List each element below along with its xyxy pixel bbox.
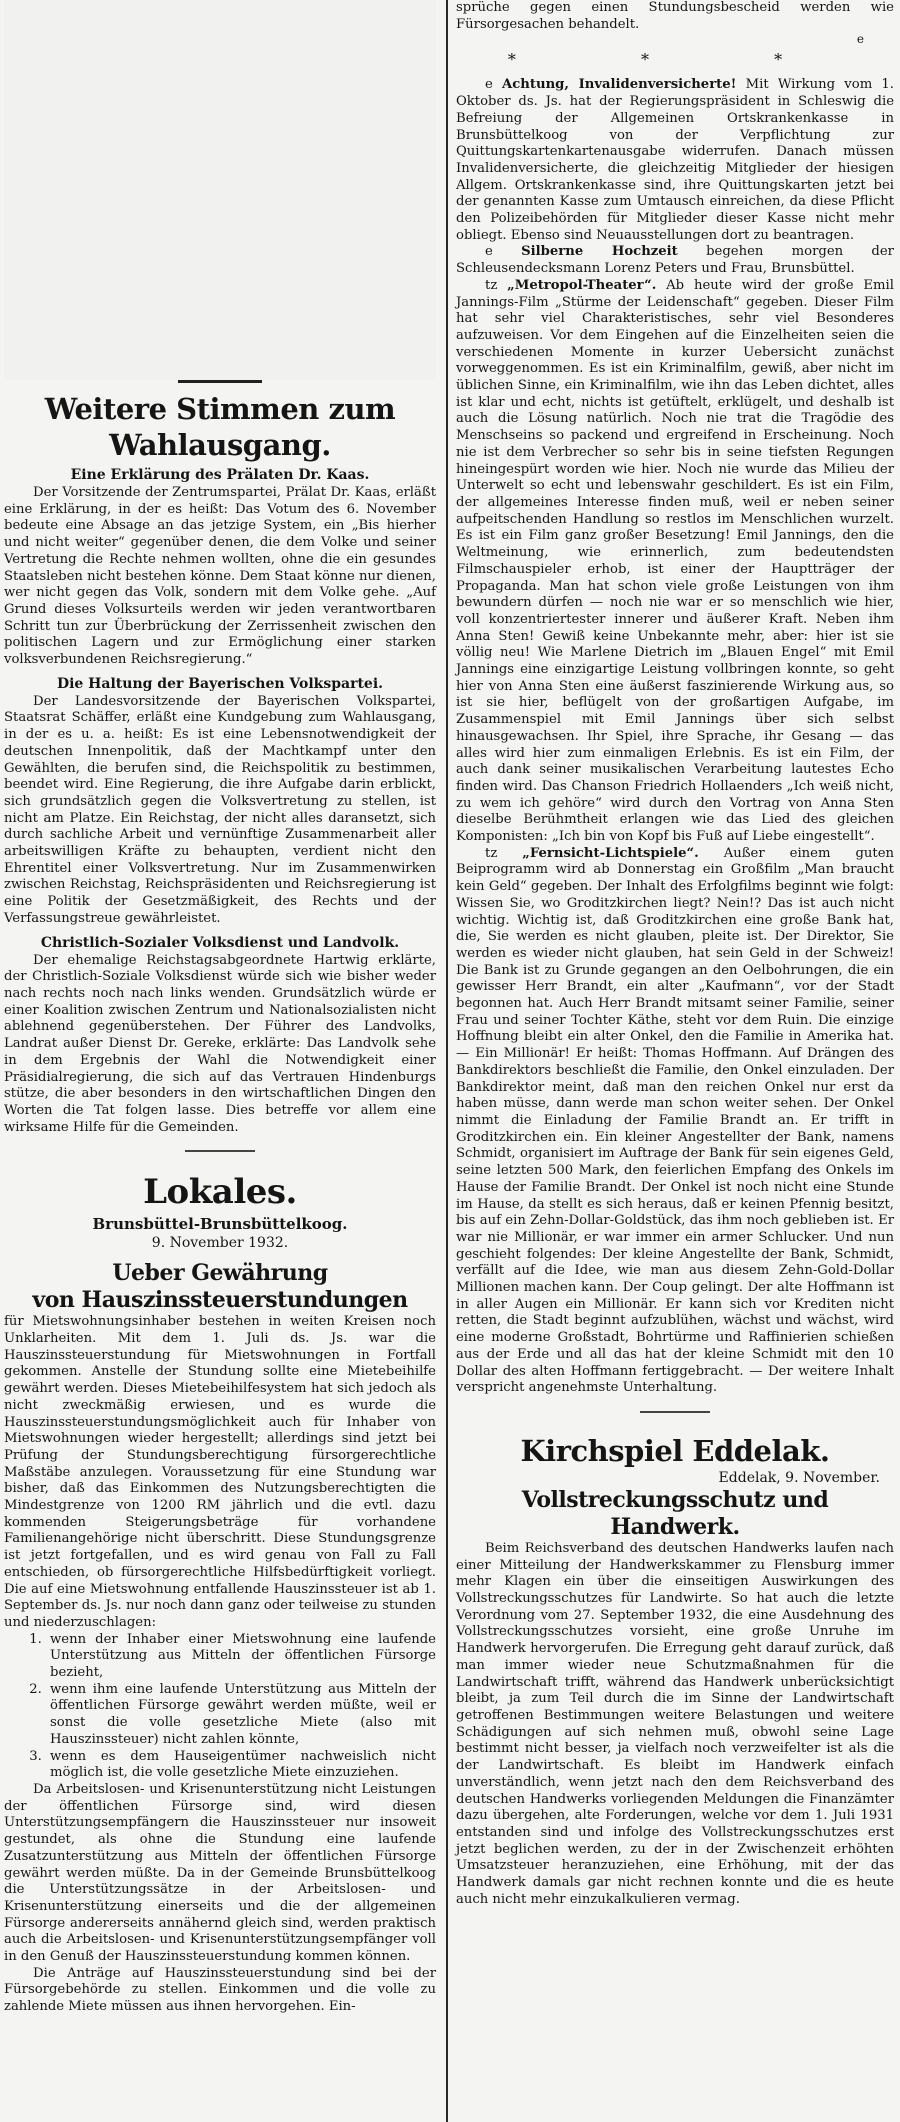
subhead-kaas: Eine Erklärung des Prälaten Dr. Kaas. (70, 467, 370, 483)
headline-wahlausgang: Weitere Stimmen zum Wahlausgang. (44, 392, 396, 462)
left-column (4, 0, 436, 2016)
item-prefix: e (485, 77, 493, 93)
paragraph-hauszins-3: Die Anträge auf Hauszinssteuerstundung sind bei der Fürsorgebehörde zu stellen. Einkommen und die volle zu zahlende Miete müssen aus ihnen hervorgehen. Ein- (4, 1965, 436, 2015)
item-text: Ab heute wird der große Emil Jannings-Film „Stürme der Leidenschaft“ gegeben. Dieser Film hat sehr viel Charakteristisches, sehr viel Besonderes aufzuweisen. Vor dem Eingehen auf die Einzelheiten seien die verschiedenen Momente in kurzer Uebersicht zunächst vorweggenommen. Es ist ein Kriminalfilm, gewiß, aber nicht im üblichen Sinne, ein Kriminalfilm, wie ihn das Leben dichtet, alles ist klar und echt, nichts ist getüftelt, erklügelt, und deshalb ist auch die Lösung natürlich. Noch nie trat die Tragödie des Menschseins so packend und ergreifend in Erscheinung. Noch nie ist dem Verbrecher so sehr bis in seine tiefsten Regungen hineingespürt worden wie hier. Noch nie wurde das Milieu der Unterwelt so echt und lebenswahr geschildert. Es ist ein Film, der allgemeines Interesse finden muß, weil er neben seiner aufpeitschenden Handlung so restlos im Menschlichen wurzelt. Es ist ein Film ganz großer Besetzung! Emil Jannings, den die Weltmeinung, wie erinnerlich, zum bedeutendsten Filmschauspieler erhob, ist einer der Hauptträger der Propaganda. Man hat schon viele große Leistungen von ihm bewundern dürfen — noch nie war er so menschlich wie hier, voll konzentriertester innerer und äußerer Kraft. Neben ihm Anna Sten! Gewiß keine Unbekannte mehr, aber: hier ist sie völlig neu! Wie Marlene Dietrich im „Blauen Engel“ mit Emil Jannings eine einzigartige Leistung vollbringen konnte, so geht hier von Anna Sten eine äußerst faszinierende Wirkung aus, so ist sie hier, beflügelt von der großartigen Aufgabe, im Zusammenspiel mit Emil Jannings über sich selbst hinausgewachsen. Ihr Spiel, ihre Sprache, ihr Gesang — das alles wird hier zum einmaligen Erlebnis. Es ist ein Film, der auch dank seiner musikalischen Verarbeitung lautestes Echo finden wird. Das Chanson Friedrich Hollaenders „Ich weiß nicht, zu wem ich gehöre“ wird durch den Vortrag von Anna Sten dieselbe Berühmtheit erlangen wie das Lied des gleichen Komponisten: „Ich bin von Kopf bis Fuß auf Liebe eingestellt“. (456, 277, 894, 845)
item-title: „Metropol-Theater“. (507, 277, 657, 293)
item-text: Mit Wirkung vom 1. Oktober ds. Js. hat der Regierungspräsident in Schleswig die Befreiung der Allgemeinen Ortskrankenkasse in Brunsbüttelkoog von der Verpflichtung zur Quittungskartenkartenausgabe widerrufen. Danach müssen Invalidenversicherte, die gleichzeitig Mitglieder der hiesigen Allgem. Ortskrankenkasse sind, ihre Quittungskarten jetzt bei der genannten Kasse zum Umtausch einreichen, da diese Pflicht den Polizeibehörden für Mitglieder dieser Kasse nicht mehr obliegt. Ebenso sind Neuausstellungen dort zu beantragen. (456, 77, 894, 243)
news-item-hochzeit (456, 244, 894, 277)
paragraph-hauszins-1: für Mietswohnungsinhaber bestehen in weiten Kreisen noch Unklarheiten. Mit dem 1. Juli ds. Js. war die Hauszinssteuerstundung für Mietswohnungen in Fortfall gekommen. Anstelle der Stundung sollte eine Mietebeihilfe gewährt werden. Dieses Mietebeihilfesystem hat sich jedoch als nicht zweckmäßig erwiesen, und es wurde die Hauszinssteuerstundungsmöglichkeit auch für Inhaber von Mietswohnungen wieder hergestellt; allerdings sind jetzt bei Prüfung der Stundungsberechtigung fürsorgerechtliche Maßstäbe anzulegen. Voraussetzung für eine Stundung war bisher, daß das Einkommen des Nutzungsberechtigten die Mindestgrenze von 1200 RM jährlich und die evtl. dazu kommenden Steigerungsbeträge für vorhandene Familienangehörige nicht überschritt. Diese Stundungsgrenze ist jetzt fortgefallen, und es wird genau von Fall zu Fall entschieden, ob fürsorgerechtliche Hilfsbedürftigkeit vorliegt. Die auf eine Mietswohnung entfallende Hauszinssteuer ist ab 1. September ds. Js. nur noch dann ganz oder teilweise zu stunden und niederzuschlagen: (4, 1314, 436, 1630)
subhead-bvp: Die Haltung der Bayerischen Volkspartei. (56, 675, 384, 692)
continuation-mark: e (856, 32, 864, 47)
paragraph-vollstreckung: Beim Reichsverband des deutschen Handwerks laufen nach einer Mitteilung der Handwerkskammer zu Flensburg immer mehr Klagen ein über die einseitigen Auswirkungen des Vollstreckungsschutzes für Landwirte. So hat auch die letzte Verordnung vom 27. September 1932, die eine Ausdehnung des Vollstreckungsschutzes vorsieht, eine große Unruhe im Handwerk hervorgerufen. Die Erregung geht darauf zurück, daß man immer wieder neue Schutzmaßnahmen für die Landwirtschaft trifft, während das Handwerk unberücksichtigt bleibt, ja zum Teil durch die im Sinne der Landwirtschaft getroffenen Bestimmungen weitere Belastungen und weitere Schädigungen auf sich nehmen muß, obwohl seine Lage bestimmt nicht besser, ja vielfach noch verzweifelter ist als die der Landwirtschaft. Es bleibt im Handwerk einfach unverständlich, wenn jetzt nach den dem Reichsverband des deutschen Handwerks vorliegenden Meldungen die Finanzämter dazu übergehen, alte Forderungen, welche vor dem 1. Juli 1931 entstanden sind und infolge des Vollstreckungsschutzes erst jetzt beglichen werden, zu der in der Zwischenzeit erhöhten Umsatzsteuer heranzuziehen, eine Erhöhung, mit der das Handwerk damals gar nicht rechnen konnte und die es heute auch nicht mehr einzukalkulieren vermag. (456, 1540, 894, 1907)
paragraph-kaas: Der Vorsitzende der Zentrumspartei, Prälat Dr. Kaas, erläßt eine Erklärung, in der es heißt: Das Votum des 6. November bedeute eine Absage an das jetzige System, ein „Bis hierher und nicht weiter“ gegenüber denen, die dem Volke und seiner Vertretung die Rechte nehmen wollten, ohne die ein gesundes Staatsleben nicht bestehen könne. Dem Staat könne nur dienen, wer nicht gegen das Volk, sondern mit dem Volke gehe. „Auf Grund dieses Volksurteils werden wir jeden verantwortbaren Schritt tun zur Überbrückung der Zerrissenheit zwischen den politischen Lagern und zur Ermöglichung einer starken volksverbundenen Reichsregierung.“ (4, 485, 436, 668)
continuation-text (456, 0, 894, 33)
item-text: begehen morgen der Schleusendecksmann Lorenz Peters und Frau, Brunsbüttel. (456, 244, 894, 277)
right-column (456, 0, 894, 1908)
news-item-fernsicht (456, 846, 894, 1397)
article-title-vollstreckung: Vollstreckungsschutz und Handwerk. (521, 1486, 829, 1540)
asterism: * * * (507, 50, 843, 70)
paragraph-bvp: Der Landesvorsitzende der Bayerischen Volkspartei, Staatsrat Schäffer, erläßt eine Kundgebung zum Wahlausgang, in der es u. a. heißt: Es ist eine Lebensnotwendigkeit der deutschen Innenpolitik, daß der Machtkampf unter den Gewählten, die berufen sind, die Reichspolitik zu bestimmen, beendet wird. Eine Regierung, die ihre Aufgabe darin erblickt, sich grundsätzlich gegen die Volksvertretung zu stellen, ist nicht am Platze. Ein Reichstag, der nicht alles daransetzt, sich durch sachliche Arbeit und vernünftige Zusammenarbeit aller arbeitswilligen Kräfte zu behaupten, verdient nicht den Ehrentitel einer Volksvertretung. Nur im Zusammenwirken zwischen Reichstag, Reichspräsidenten und Reichsregierung ist eine Politik der Gesetzmäßigkeit, des Rechts und der Verfassungstreue gewährleistet. (4, 693, 436, 926)
column-rule (446, 0, 448, 2122)
dateline-eddelak: Eddelak, 9. November. (718, 1469, 880, 1486)
item-title: Silberne Hochzeit (521, 244, 678, 260)
headline-lokales: Lokales. (143, 1172, 297, 1213)
item-prefix: tz (485, 277, 498, 293)
item-title: Achtung, Invalidenversicherte! (502, 77, 737, 93)
place-heading: Brunsbüttel-Brunsbüttelkoog. (92, 1215, 348, 1234)
item-prefix: tz (485, 845, 498, 861)
news-item-metropol (456, 278, 894, 846)
item-title: „Fernsicht-Lichtspiele“. (522, 845, 699, 861)
dateline: 9. November 1932. (151, 1235, 289, 1252)
separator (185, 1150, 255, 1152)
paragraph-hauszins-2: Da Arbeitslosen- und Krisenunterstützung nicht Leistungen der öffentlichen Fürsorge sind, wird diesen Unterstützungsempfängern die Hauszinssteuer nur insoweit gestundet, als ohne die Stundung eine laufende Zusatzunterstützung aus Mitteln der öffentlichen Fürsorge gewährt werden müßte. Da in der Gemeinde Brunsbüttelkoog die Unterstützungssätze in der Arbeitslosen- und Krisenunterstützung einerseits und die der allgemeinen Fürsorge andererseits annähernd gleich sind, werden praktisch auch die Arbeitslosen- und Krisenunterstützungsempfänger voll in den Genuß der Hauszinssteuerstundung kommen können. (4, 1782, 436, 1965)
article-title-line-1: Ueber Gewährung (112, 1260, 328, 1287)
separator (640, 1411, 710, 1413)
item-text: Außer einem guten Beiprogramm wird ab Donnerstag ein Großfilm „Man braucht kein Geld“ gegeben. Der Inhalt des Erfolgfilms beginnt wie folgt: Wissen Sie, wo Groditzkirchen liegt? Nein!? Das ist auch nicht wichtig. Wichtig ist, daß Groditzkirchen eine große Bank hat, die, Sie werden es nicht glauben, pleite ist. Der Direktor, Sie werden es wieder nicht glauben, hat sein Geld in der Schweiz! Die Bank ist zu Grunde gegangen an den Oelbohrungen, die ein gewisser Herr Brandt, ein alter „Kaufmann“, vor der Stadt begonnen hat. Auch Herr Brandt mitsamt seiner Familie, seiner Frau und seiner Tochter Käthe, steht vor dem Ruin. Die einzige Hoffnung bleibt ein alter Onkel, den die Familie in Amerika hat. — Ein Millionär! Er heißt: Thomas Hoffmann. Auf Drängen des Bankdirektors beschließt die Familie, den Onkel einzuladen. Der Bankdirektor meint, daß man den reichen Onkel nur erst da haben müsse, dann werde man schon weiter sehen. Der Onkel nimmt die Einladung der Familie Brandt an. Er trifft in Groditzkirchen ein. Ein kleiner Angestellter der Bank, namens Schmidt, organisiert im Auftrage der Bank für sein eigenes Geld, seine letzten 500 Mark, den feierlichen Empfang des Onkels im Hause der Familie Brandt. Der Onkel ist noch nicht eine Stunde im Hause, da stellt es sich heraus, daß er keinen Pfennig besitzt, bis auf ein Zehn-Dollar-Goldstück, das ihm noch geblieben ist. Er war nie Millionär, er war immer ein armer Schlucker. Und nun geschieht folgendes: Der kleine Angestellte der Bank, Schmidt, verfällt auf die Idee, wie man aus diesem Zehn-Gold-Dollar Millionen machen kann. Der Coup gelingt. Der alte Hoffmann ist in aller Augen ein Millionär. Er kann sich vor Krediten nicht retten, die Stadt beginnt aufzublühen, wächst und wächst, wird eine moderne Großstadt, Bohrtürme und Raffinierien schießen aus der Erde und all das hat der kleine Schmidt mit den 10 Dollar des alten Hoffmann fertiggebracht. — Der weitere Inhalt verspricht angenehmste Unterhaltung. (456, 845, 894, 1396)
conditions-list (4, 1632, 436, 1782)
list-item: 3. wenn es dem Hauseigentümer nachweislich nicht möglich ist, die volle gesetzliche Miete einzuziehen. (46, 1749, 436, 1782)
list-item: 1. wenn der Inhaber einer Mietswohnung eine laufende Unterstützung aus Mitteln der öffentlichen Fürsorge bezieht, (46, 1632, 436, 1682)
continuation-body: sprüche gegen einen Stundungsbescheid werden wie Fürsorgesachen behandelt. (456, 0, 894, 32)
list-item: 2. wenn ihm eine laufende Unterstützung aus Mitteln der öffentlichen Fürsorge gewährt werden müßte, weil er sonst die volle gesetzliche Miete (also mit Hauszinssteuer) nicht zahlen könnte, (46, 1682, 436, 1749)
paragraph-volksdienst: Der ehemalige Reichstagsabgeordnete Hartwig erklärte, der Christlich-Soziale Volksdienst würde sich wie bisher weder nach rechts noch nach links wenden. Grundsätzlich würde er einer Koalition zwischen Zentrum und Nationalsozialisten nicht ablehnend gegenüberstehen. Der Führer des Landvolks, Landrat außer Dienst Dr. Gereke, erklärte: Das Landvolk sehe in dem Ergebnis der Wahl die Notwendigkeit einer Präsidialregierung, die sich auf das Vertrauen Hindenburgs stütze, die aber besonders in den wirtschaftlichen Dingen den Worten die Tat folgen lasse. Dies betreffe vor allem eine wirksame Hilfe für die Gemeinden. (4, 952, 436, 1135)
subhead-volksdienst: Christlich-Sozialer Volksdienst und Landvolk. (40, 934, 400, 951)
article-title-line-2: von Hauszinssteuerstundungen (32, 1287, 408, 1314)
separator (178, 380, 262, 383)
blank-area (4, 0, 436, 380)
item-prefix: e (485, 244, 493, 260)
headline-eddelak: Kirchspiel Eddelak. (520, 1433, 830, 1468)
news-item-invaliden (456, 77, 894, 244)
